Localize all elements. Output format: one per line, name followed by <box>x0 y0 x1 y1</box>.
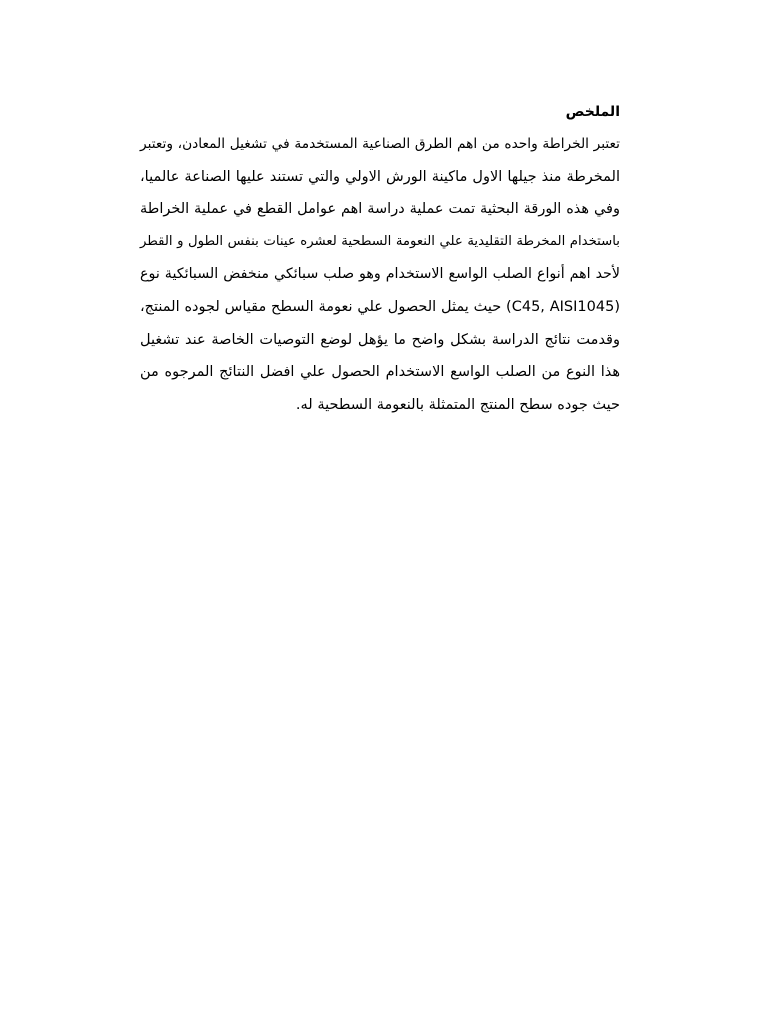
abstract-line-5: لأحد اهم أنواع الصلب الواسع الاستخدام وهو صلب سبائكي منخفض السبائكية نوع <box>140 266 620 283</box>
abstract-line-6: (C45, AISI1045) حيث يمثل الحصول علي نعومة السطح مقياس لجوده المنتج، <box>140 298 620 315</box>
abstract-heading: الملخص <box>565 104 620 120</box>
abstract-line-4: باستخدام المخرطة التقليدية علي النعومة السطحية لعشره عينات بنفس الطول و القطر <box>140 233 620 249</box>
abstract-line-1: تعتبر الخراطة واحده من اهم الطرق الصناعية المستخدمة في تشغيل المعادن، وتعتبر <box>140 136 620 152</box>
abstract-line-9: حيث جوده سطح المنتج المتمثلة بالنعومة السطحية له. <box>295 396 620 413</box>
abstract-line-8: هذا النوع من الصلب الواسع الاستخدام الحصول علي افضل النتائج المرجوه من <box>140 364 620 381</box>
abstract-line-3: وفي هذه الورقة البحثية تمت عملية دراسة اهم عوامل القطع في عملية الخراطة <box>140 201 620 218</box>
abstract-section <box>140 102 620 421</box>
abstract-line-2: المخرطة منذ جيلها الاول ماكينة الورش الاولي والتي تستند عليها الصناعة عالميا، <box>140 168 620 185</box>
abstract-line-7: وقدمت نتائج الدراسة بشكل واضح ما يؤهل لوضع التوصيات الخاصة عند تشغيل <box>140 331 620 348</box>
